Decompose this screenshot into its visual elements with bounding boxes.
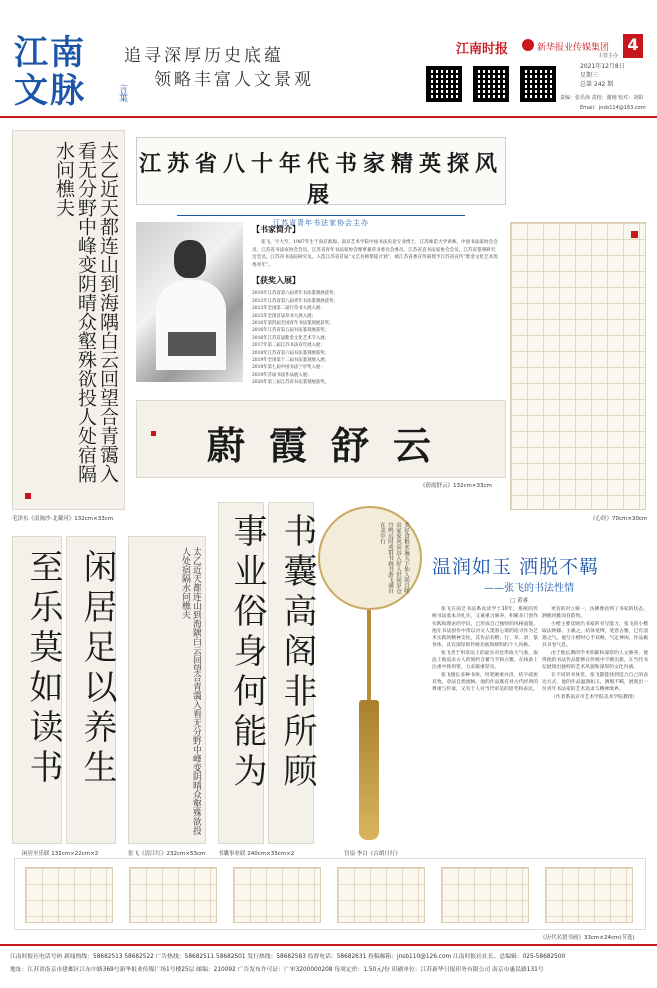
issue-count: 总第 242 期 <box>580 81 614 88</box>
article-paragraph: 张飞在南艺书法系攻读学士10年，系统的传统书法基本功扎实，又兼重习修养，积累多门创作实践和理论的学识，已形成自己独特的风格面貌。他在书法创作中常以对文人墨客心境的追寻作为艺术实践的精神支柱，其作品有楷、行、草、隶、篆各体，具有深厚的传统功底和鲜明的个人风格。 <box>432 607 538 649</box>
award-item: 2019年全国第十二届书法篆刻展入展； <box>252 358 330 364</box>
exhibition-banner <box>136 137 506 227</box>
bio-text: 张飞，字大至，1987年生于南京淮海。南京艺术学院中国书法史论专业博士，江苏师范大学讲师。中国书法家协会会员，江苏省书法家协会会员，江苏省青年书法家协会理事兼草书委员会委员，江苏省直书法家协会会员，江苏省篆刻研究会会员。江苏省书法院研究员。入选江苏省首届“文艺名师带徒计划”，被江苏省委宣传部授予江苏省宣传“紫金文化艺术优秀青年”。 <box>252 240 498 268</box>
section-logo: 江南文脉 <box>14 33 86 111</box>
awards-heading: 【获奖入展】 <box>252 276 300 286</box>
award-item: 2016年江苏首届紫金文化艺术节入展； <box>252 335 330 341</box>
article-subtitle: ——张飞的书法性情 <box>484 583 574 594</box>
award-item: 2013年全国第二届行草书大展入展； <box>252 306 325 312</box>
article-column-2 <box>542 606 648 842</box>
award-item: 2012年江苏省第八届青年书法篆刻展获奖； <box>252 298 338 304</box>
couplet-left-caption: 闲居至乐联 132cm×22cm×2 <box>22 851 99 857</box>
banner-subtitle: 江苏省青年书法家协会主办 <box>273 219 369 227</box>
portrait-body-icon <box>156 280 226 370</box>
artist-photo <box>136 222 243 382</box>
masthead-rule <box>0 116 657 118</box>
article-author: □ 黄睿 <box>510 598 528 604</box>
left-scroll-caption: 毛泽东《浪淘沙·北戴河》132cm×33cm <box>12 516 114 522</box>
bio-section <box>252 224 500 398</box>
footer <box>0 944 657 988</box>
masthead <box>0 0 657 120</box>
couplet-mid-caption: 书囊事业联 240cm×33cm×2 <box>218 851 295 857</box>
section-mark: 言葉 <box>117 84 127 102</box>
slogan-line1: 追寻深厚历史底蕴 <box>124 46 284 66</box>
fan-text: 美好食粮来遍天下仙人尚自嗟出家家风高远人好人世间岁仓宜鸣远时成群书画书游飞满自在美中行 <box>379 522 409 594</box>
footer-address: 地址：江苏省南京市建邺区江东中路369号新华报业传媒广场1号楼25层 邮编：210092 广告发布许可证：广审3200000208 每周定价：1.50元/份 印刷单位：江苏新华日报印务有限公司 南京市惠民路131号 <box>10 967 544 973</box>
bottom-strip-work <box>14 858 646 930</box>
fan-tassel-icon <box>359 700 379 840</box>
award-item: 2019年第七届中国书法兰亭奖入展； <box>252 365 325 371</box>
portrait-head-icon <box>174 240 206 278</box>
fan-handle-icon <box>367 610 371 700</box>
left-scroll-text: 太乙近天都连山到海隅白云回望合青霭入看无分野中峰变阴晴众壑殊欲投人处宿隔水问樵夫 <box>53 141 119 483</box>
award-item: 2020年第三届江苏省书法篆刻展获奖。 <box>252 380 330 386</box>
left-scroll-work <box>12 130 125 510</box>
qr-code-icon <box>426 66 462 102</box>
bottom-sheet-5 <box>441 867 529 923</box>
bottom-sheet-3 <box>233 867 321 923</box>
slogan-line2: 领略丰富人文景观 <box>154 70 314 90</box>
bottom-sheet-4 <box>337 867 425 923</box>
article-paragraph: 小楷主要反映出书家的书写能力，张飞的小楷取法钟繇、王羲之，结体宽博，笔意古雅，已有清逸之气。他写小楷时心手双畅，气定神闲，作品极具书卷气息。 <box>542 621 648 649</box>
fan-work <box>318 506 422 610</box>
group-seal-icon <box>522 39 534 51</box>
couplet-left-col2: 闲居足以养生 <box>77 549 117 789</box>
award-item: 2019年首届书法作品展入展； <box>252 372 312 378</box>
qr-code-icon <box>520 66 556 102</box>
small-scroll-text: 太乙近天都连山到海隅白云回望合青霭入看无分野中峰变阴晴众壑殊欲投人处宿隔水问樵夫 <box>180 547 201 835</box>
banner-rule <box>177 215 465 216</box>
article-paragraph: 在不同的书体里，张飞都能找到适合自己的表达方式，他的作品温润如玉，洒脱不羁，展现出一位青年书法家的艺术追求与精神境界。 <box>542 672 648 693</box>
horizontal-text: 蔚霞舒云 <box>207 423 456 468</box>
footer-contacts: 江南时报社电话号码 新闻热线：58682513 58682522 广告热线：58682511 58682501 发行热线：58682583 监督电话：58682631 投稿邮箱：jnsb110@126.com 江南时报社社长、总编辑：025-58682500 <box>10 954 566 960</box>
award-item: 2017年第二届江苏书法双年展入展； <box>252 343 325 349</box>
bottom-sheet-1 <box>25 867 113 923</box>
bottom-strip-caption: 《历代名贤书画》33cm×24cm(节选) <box>540 935 635 941</box>
group-name: 新华报业传媒集团 <box>537 43 610 53</box>
banner-title: 江苏省八十年代书家精英探风展 <box>138 151 503 208</box>
small-scroll-work <box>128 536 206 844</box>
article-paragraph: 由于他长期的学术积累和深厚的人文修养，使得他的书法作品能够在传统中不断出新，在当代书坛展现出独特的艺术风貌和深厚的文化内涵。 <box>542 650 648 671</box>
couplet-mid-panel-b <box>268 502 317 844</box>
award-item: 2010年江苏省第六届青年书法篆刻展获奖； <box>252 291 338 297</box>
paper-logo: 江南时报 <box>456 42 509 57</box>
bottom-sheet-2 <box>129 867 217 923</box>
qr-code-icon <box>473 66 509 102</box>
couplet-mid-panel-a <box>218 502 267 844</box>
right-scroll-work <box>510 222 646 510</box>
couplet-mid-col1: 书囊高阁非所顾 <box>277 513 317 793</box>
awards-list <box>252 290 500 386</box>
award-item: 2018年江苏省第六届书法篆刻展获奖； <box>252 350 330 356</box>
article-title: 温润如玉 洒脱不羁 <box>432 556 600 578</box>
bottom-sheet-6 <box>545 867 633 923</box>
horizontal-work <box>136 400 506 478</box>
award-item: 2016年第四届全国青年书法篆刻展获奖； <box>252 321 334 326</box>
book-icon <box>168 332 216 356</box>
couplet-left-col1: 至乐莫如读书 <box>23 549 63 789</box>
seal-icon <box>631 231 638 238</box>
bio-heading: 【书家简介】 <box>252 225 300 234</box>
small-scroll-caption: 张飞《清江红》232cm×53cm <box>128 851 206 857</box>
group-sub: 主管主办 <box>598 53 619 59</box>
article-paragraph: （作者系南京市艺术学院美术学院教授） <box>551 694 638 700</box>
article-paragraph: 更有的对立统一，仿佛像看到了书家的状态，洒脱风雅而有韵致。 <box>542 607 648 620</box>
article-paragraph: 张飞善于用章法上的虚实对比形成大气象，取法上他追求古人的简约含蓄与平和古雅，在线条上注重中锋用笔，力求凝重厚实。 <box>432 650 538 671</box>
fan-caption: 宫扇 李白《古朗月行》 <box>344 851 401 857</box>
email-line: Email：jnsb114@163.com <box>580 105 646 111</box>
couplet-mid-col2: 事业俗身何能为 <box>227 513 267 793</box>
horizontal-caption: 《蔚霞舒云》132cm×33cm <box>420 483 492 489</box>
couplet-left-panel-b <box>66 536 116 844</box>
page-number: 4 <box>623 34 643 58</box>
article-column-1 <box>432 606 538 842</box>
right-scroll-caption: 《心经》70cm×30cm <box>590 516 648 522</box>
award-item: 2016年江苏省第五届书法篆刻展获奖； <box>252 328 330 334</box>
article-paragraph: 张飞擅长多种书体，用笔刚柔并济，结字疏密有致，章法自然流畅。他的作品既有对古代经典的尊重与传承，又有个人对当代审美的思考和表达。 <box>432 672 538 693</box>
couplet-left-panel-a <box>12 536 62 844</box>
award-item: 2015年全国首届草书大展入展； <box>252 313 316 319</box>
editor-line: 责编：张乐海 责校：谢刚 校对：刘娟 <box>560 95 644 101</box>
seal-icon <box>25 493 31 499</box>
issue-weekday: 星期三 <box>580 72 599 79</box>
seal-icon <box>151 431 156 436</box>
issue-date: 2021年12月8日 <box>580 63 625 70</box>
